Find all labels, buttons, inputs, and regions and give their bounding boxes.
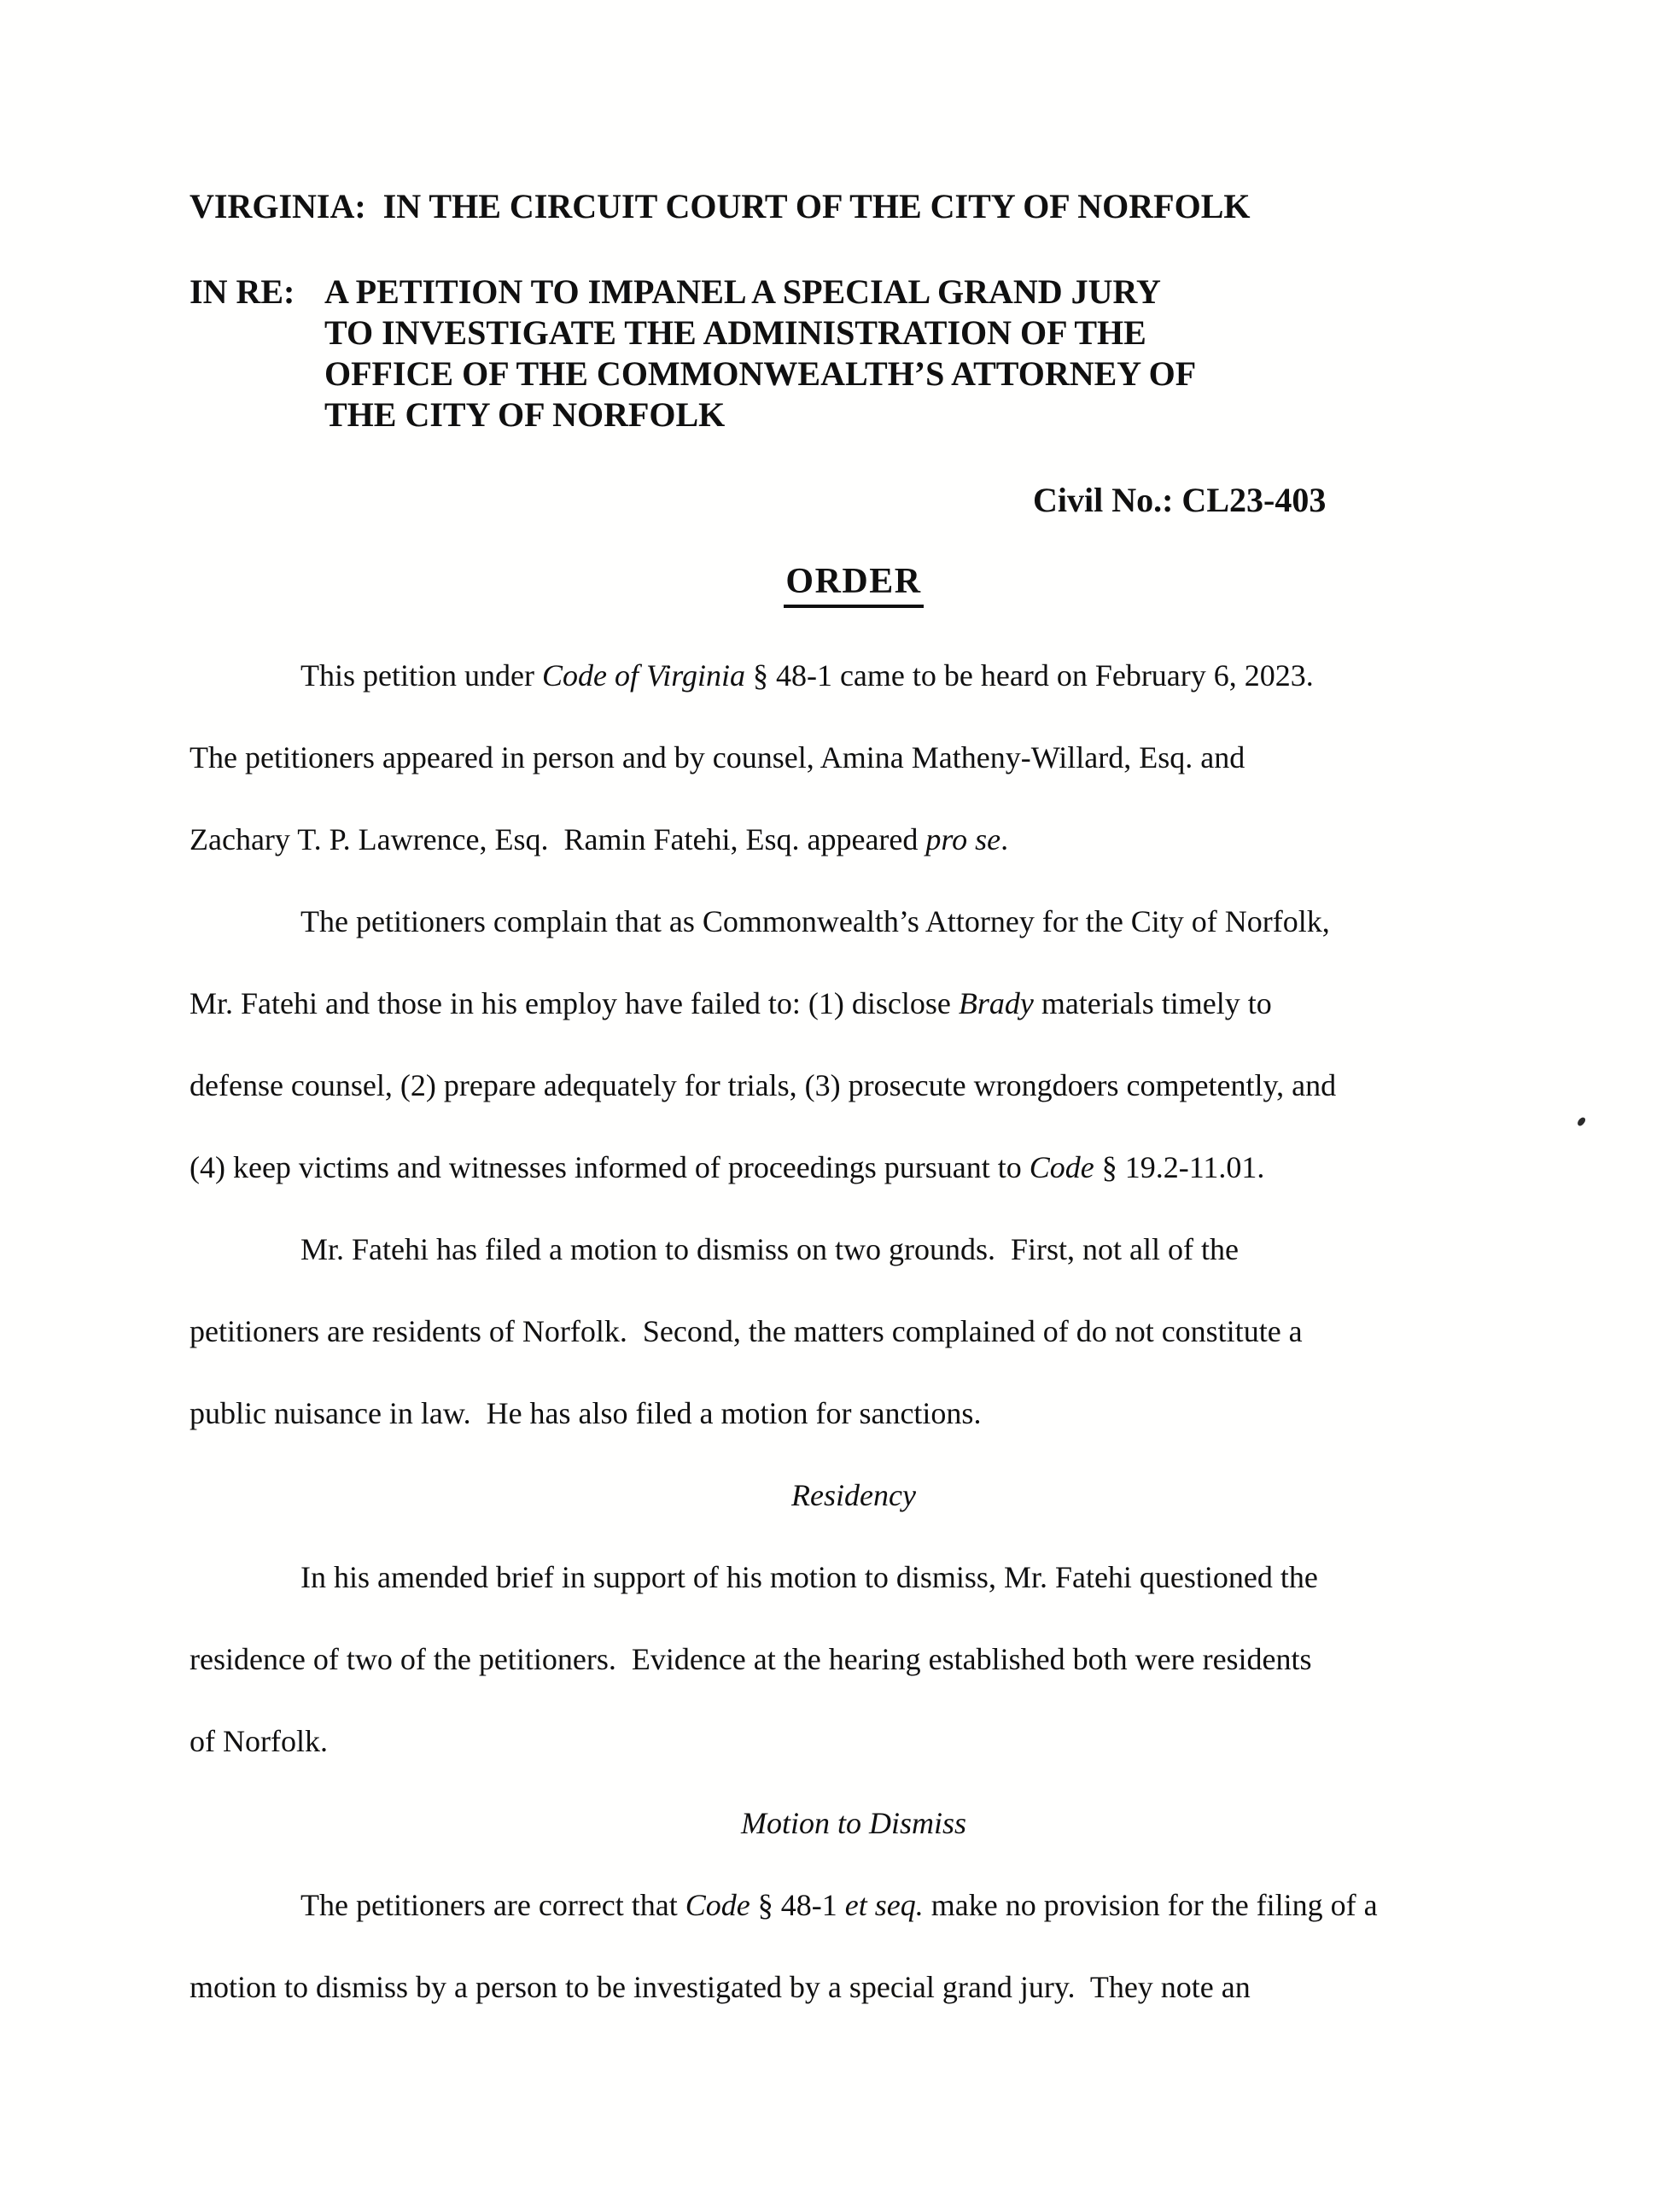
paragraph-line xyxy=(190,1618,1518,1700)
section-heading-motion-to-dismiss-row xyxy=(190,1782,1518,1864)
text-run: of Norfolk. xyxy=(190,1724,328,1758)
text-run: Brady xyxy=(958,986,1034,1020)
case-caption-block xyxy=(190,272,1518,435)
in-re-label: IN RE: xyxy=(190,272,295,311)
text-run: Zachary T. P. Lawrence, Esq. Ramin Fatehi, Esq. appeared xyxy=(190,822,926,856)
paragraph-line xyxy=(190,1946,1518,2028)
paragraph-first-line xyxy=(190,880,1518,962)
scan-artifact-dot xyxy=(1577,1116,1587,1127)
text-run: public nuisance in law. He has also filed a motion for sanctions. xyxy=(190,1396,982,1430)
court-caption-line: VIRGINIA: IN THE CIRCUIT COURT OF THE CITY OF NORFOLK xyxy=(190,187,1251,225)
paragraph-line xyxy=(190,1700,1518,1782)
order-title-row xyxy=(190,561,1518,610)
paragraph-first-line xyxy=(190,1864,1518,1946)
text-run: § 19.2-11.01. xyxy=(1094,1150,1265,1184)
text-run: In his amended brief in support of his motion to dismiss, Mr. Fatehi questioned the xyxy=(300,1560,1318,1594)
text-run: Code xyxy=(1029,1150,1094,1184)
text-run: et seq. xyxy=(844,1888,924,1922)
paragraph-first-line xyxy=(190,1536,1518,1618)
paragraph-first-line xyxy=(190,1208,1518,1290)
section-heading-residency-row xyxy=(190,1454,1518,1536)
paragraph-line xyxy=(190,1126,1518,1208)
text-run: This petition under xyxy=(300,658,542,693)
text-run: defense counsel, (2) prepare adequately for trials, (3) prosecute wrongdoers competently, and xyxy=(190,1068,1337,1102)
text-run: Code xyxy=(685,1888,750,1922)
text-run: § 48-1 xyxy=(750,1888,845,1922)
in-re-lines xyxy=(324,272,1196,435)
text-run: petitioners are residents of Norfolk. Second, the matters complained of do not constitute a xyxy=(190,1314,1303,1348)
paragraph-line xyxy=(190,962,1518,1044)
text-run: residence of two of the petitioners. Evidence at the hearing established both were residents xyxy=(190,1642,1312,1676)
in-re-line: THE CITY OF NORFOLK xyxy=(324,395,726,434)
text-run: § 48-1 came to be heard on February 6, 2023. xyxy=(744,658,1314,693)
paragraph-first-line xyxy=(190,634,1518,716)
text-run: . xyxy=(1000,822,1009,856)
in-re-line: A PETITION TO IMPANEL A SPECIAL GRAND JURY xyxy=(324,272,1161,311)
text-run: Mr. Fatehi has filed a motion to dismiss on two grounds. First, not all of the xyxy=(300,1232,1239,1266)
text-run: The petitioners complain that as Commonwealth’s Attorney for the City of Norfolk, xyxy=(300,904,1330,938)
text-run: motion to dismiss by a person to be investigated by a special grand jury. They note an xyxy=(190,1970,1251,2004)
text-run: The petitioners appeared in person and by counsel, Amina Matheny-Willard, Esq. and xyxy=(190,740,1245,774)
civil-number: Civil No.: CL23-403 xyxy=(1033,481,1327,519)
text-run: The petitioners are correct that xyxy=(300,1888,685,1922)
text-run: make no provision for the filing of a xyxy=(923,1888,1378,1922)
text-run: pro se xyxy=(925,822,1001,856)
paragraph-line xyxy=(190,1290,1518,1372)
text-run: materials timely to xyxy=(1033,986,1272,1020)
paragraph-line xyxy=(190,1372,1518,1454)
order-title: ORDER xyxy=(784,561,923,608)
text-run: (4) keep victims and witnesses informed of proceedings pursuant to xyxy=(190,1150,1030,1184)
section-heading-motion-to-dismiss: Motion to Dismiss xyxy=(740,1806,967,1840)
text-run: Mr. Fatehi and those in his employ have failed to: (1) disclose xyxy=(190,986,959,1020)
paragraph-line xyxy=(190,1044,1518,1126)
in-re-line: TO INVESTIGATE THE ADMINISTRATION OF THE xyxy=(324,313,1146,352)
section-heading-residency: Residency xyxy=(791,1478,916,1512)
text-run: Code of Virginia xyxy=(541,658,745,693)
in-re-line: OFFICE OF THE COMMONWEALTH’S ATTORNEY OF xyxy=(324,354,1197,393)
paragraph-line xyxy=(190,798,1518,880)
paragraph-line xyxy=(190,716,1518,798)
order-body xyxy=(190,634,1518,2028)
